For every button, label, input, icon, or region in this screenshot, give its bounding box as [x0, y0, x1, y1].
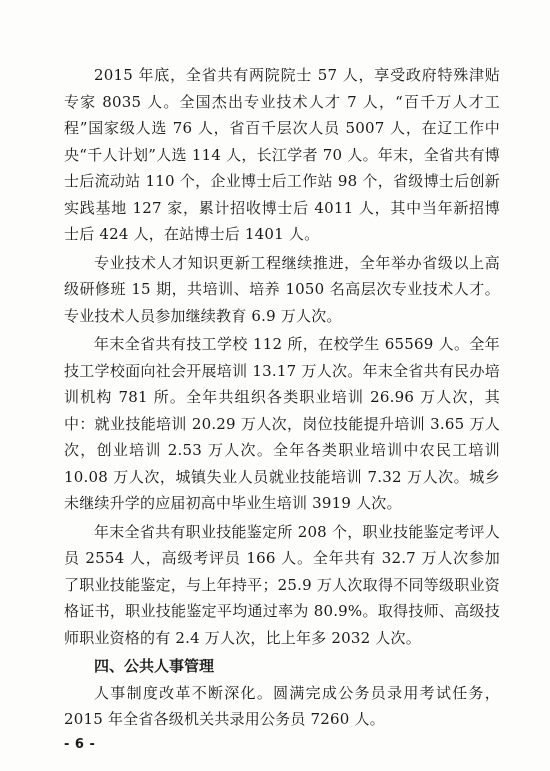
document-body [64, 62, 500, 735]
paragraph-talent-statistics: 2015 年底，全省共有两院院士 57 人，享受政府特殊津贴专家 8035 人。全国杰出专业技术人才 7 人，“百千万人才工程”国家级人选 76 人，省百千层次人员 5007 人，在辽工作中央“千人计划”人选 114 人，长江学者 70 人。年末，全省共有博士后流动站 110 个，企业博士后工作站 98 个，省级博士后创新实践基地 127 家，累计招收博士后 4011 人，其中当年新招博士后 424 人，在站博士后 1401 人。 [64, 66, 500, 243]
paragraph-civil-servant-recruitment: 人事制度改革不断深化。圆满完成公务员录用考试任务，2015 年全省各级机关共录用公务员 7260 人。 [64, 683, 500, 728]
paragraph-skill-appraisal: 年末全省共有职业技能鉴定所 208 个，职业技能鉴定考评人员 2554 人，高级考评员 166 人。全年共有 32.7 万人次参加了职业技能鉴定，与上年持平；25.9 万人次取得不同等级职业资格证书，职业技能鉴定平均通过率为 80.9%。取得技师、高级技师职业资格的有 2.4 万人次，比上年多 2032 人次。 [64, 522, 500, 647]
page-number: - 6 - [64, 737, 96, 752]
section-heading-public-personnel: 四、公共人事管理 [94, 657, 215, 675]
paragraph-vocational-training: 年末全省共有技工学校 112 所，在校学生 65569 人。全年技工学校面向社会开展培训 13.17 万人次。年末全省共有民办培训机构 781 所。全年共组织各类职业培训 26.96 万人次，其中：就业技能培训 20.29 万人次，岗位技能提升培训 3.65 万人次，创业培训 2.53 万人次。全年各类职业培训中农民工培训 10.08 万人次，城镇失业人员就业技能培训 7.32 万人次。城乡未继续升学的应届初高中毕业生培训 3919 人次。 [64, 335, 500, 512]
paragraph-knowledge-update: 专业技术人才知识更新工程继续推进，全年举办省级以上高级研修班 15 期，共培训、培养 1050 名高层次专业技术人才。专业技术人员参加继续教育 6.9 万人次。 [64, 253, 500, 325]
